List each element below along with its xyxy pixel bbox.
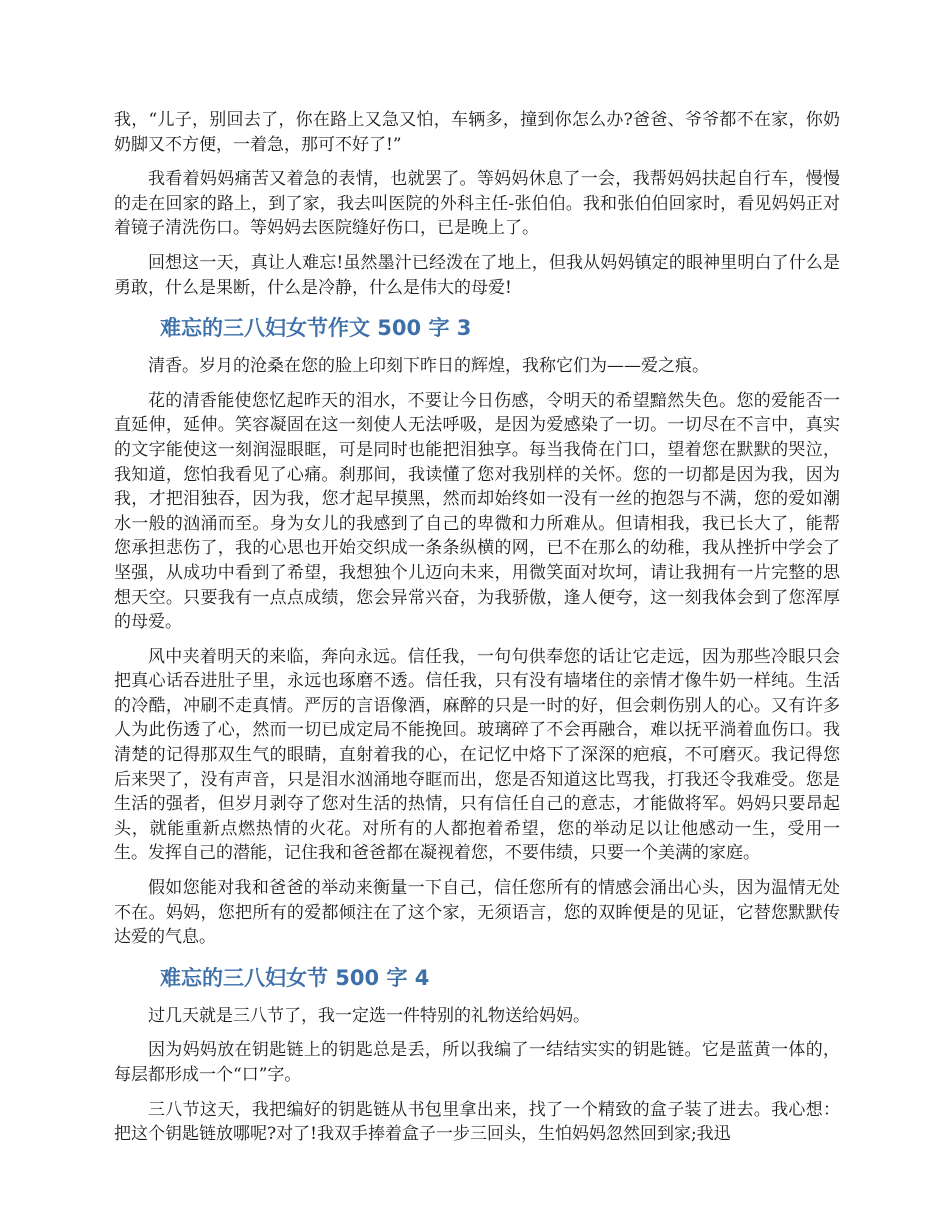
paragraph: 三八节这天，我把编好的钥匙链从书包里拿出来，找了一个精致的盒子装了进去。我心想：把这个钥匙链放哪呢?对了!我双手捧着盒子一步三回头，生怕妈妈忽然回到家;我迅 (114, 1099, 840, 1145)
paragraph: 清香。岁月的沧桑在您的脸上印刻下昨日的辉煌，我称它们为——爱之痕。 (148, 356, 709, 377)
paragraph: 我，“儿子，别回去了，你在路上又急又怕，车辆多，撞到你怎么办?爸爸、爷爷都不在家，你奶奶脚又不方便，一着急，那可不好了!” (114, 110, 840, 155)
paragraph: 过几天就是三八节了，我一定选一件特别的礼物送给妈妈。 (148, 1005, 590, 1026)
document-page (114, 108, 840, 1157)
paragraph: 花的清香能使您忆起昨天的泪水，不要让今日伤感，令明天的希望黯然失色。您的爱能否一直延伸，延伸。笑容凝固在这一刻使人无法呼吸，是因为爱感染了一切。一切尽在不言中，真实的文字能使这一刻润湿眼眶，可是同时也能把泪独享。每当我倚在门口，望着您在默默的哭泣，我知道，您怕我看见了心痛。刹那间，我读懂了您对我别样的关怀。您的一切都是因为我，因为我，才把泪独吞，因为我，您才起早摸黑，然而却始终如一没有一丝的抱怨与不满，您的爱如潮水一般的汹涌而至。身为女儿的我感到了自己的卑微和力所难从。但请相我，我已长大了，能帮您承担悲伤了，我的心思也开始交织成一条条纵横的网，已不在那么的幼稚，我从挫折中学会了坚强，从成功中看到了希望，我想独个儿迈向未来，用微笑面对坎坷，请让我拥有一片完整的思想天空。只要我有一点点成绩，您会异常兴奋，为我骄傲，逢人便夸，这一刻我体会到了您浑厚的母爱。 (114, 390, 840, 633)
paragraph: 风中夹着明天的来临，奔向永远。信任我，一句句供奉您的话让它走远，因为那些冷眼只会把真心话吞进肚子里，永远也琢磨不透。信任我，只有没有墙堵住的亲情才像牛奶一样纯。生活的冷酷，冲刷不走真情。严厉的言语像酒，麻醉的只是一时的好，但会刺伤别人的心。又有许多人为此伤透了心，然而一切已成定局不能挽回。玻璃碎了不会再融合，难以抚平淌着血伤口。我清楚的记得那双生气的眼睛，直射着我的心，在记忆中烙下了深深的疤痕，不可磨灭。我记得您后来哭了，没有声音，只是泪水汹涌地夺眶而出，您是否知道这比骂我，打我还令我难受。您是生活的强者，但岁月剥夺了您对生活的热情，只有信任自己的意志，才能做将军。妈妈只要昂起头，就能重新点燃热情的火花。对所有的人都抱着希望，您的举动足以让他感动一生，受用一生。发挥自己的潜能，记住我和爸爸都在凝视着您，不要伟绩，只要一个美满的家庭。 (114, 646, 840, 864)
paragraph: 假如您能对我和爸爸的举动来衡量一下自己，信任您所有的情感会涌出心头，因为温情无处不在。妈妈，您把所有的爱都倾注在了这个家，无须语言，您的双眸便是的见证，它替您默默传达爱的气息。 (114, 878, 840, 948)
section-heading: 难忘的三八妇女节 500 字 4 (160, 965, 430, 990)
paragraph: 因为妈妈放在钥匙链上的钥匙总是丢，所以我编了一结结实实的钥匙链。它是蓝黄一体的，每层都形成一个“口”字。 (114, 1040, 840, 1085)
section-heading: 难忘的三八妇女节作文 500 字 3 (160, 316, 472, 341)
paragraph: 我看着妈妈痛苦又着急的表情，也就罢了。等妈妈休息了一会，我帮妈妈扶起自行车，慢慢的走在回家的路上，到了家，我去叫医院的外科主任-张伯伯。我和张伯伯回家时，看见妈妈正对着镜子清洗伤口。等妈妈去医院缝好伤口，已是晚上了。 (114, 169, 840, 239)
paragraph: 回想这一天，真让人难忘!虽然墨汁已经泼在了地上，但我从妈妈镇定的眼神里明白了什么是勇敢，什么是果断，什么是冷静，什么是伟大的母爱! (114, 252, 840, 298)
